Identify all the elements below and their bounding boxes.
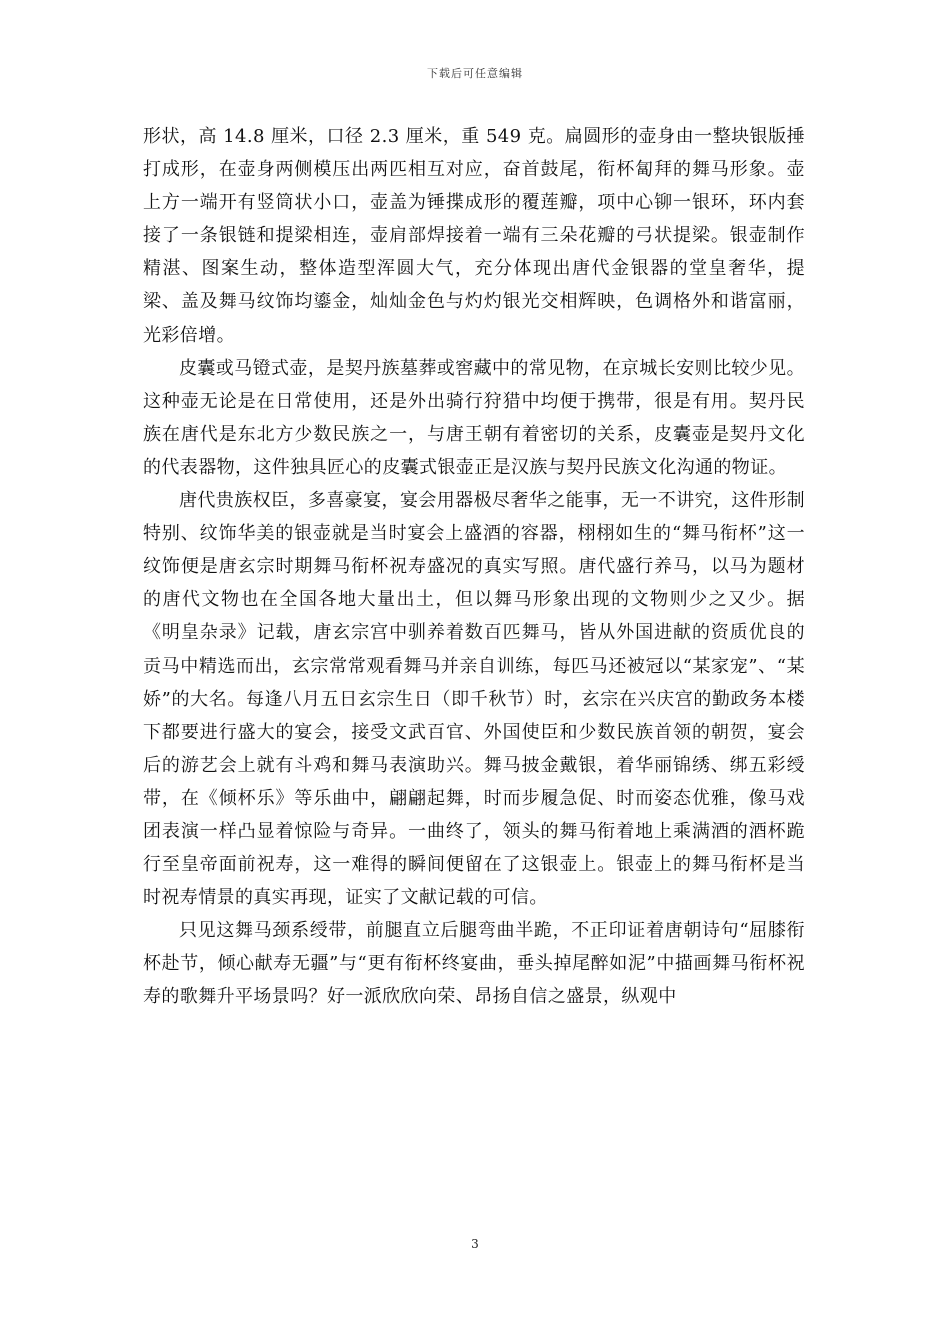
- page-header: 下载后可任意编辑: [427, 67, 523, 80]
- paragraph-tang-banquet: 唐代贵族权臣，多喜豪宴，宴会用器极尽奢华之能事，无一不讲究，这件形制特别、纹饰华美的银壶就是当时宴会上盛酒的容器，栩栩如生的“舞马衔杯”这一纹饰便是唐玄宗时期舞马衔杯祝寿盛况的真实写照。唐代盛行养马，以马为题材的唐代文物也在全国各地大量出土，但以舞马形象出现的文物则少之又少。据《明皇杂录》记载，唐玄宗宫中驯养着数百匹舞马，皆从外国进献的资质优良的贡马中精选而出，玄宗常常观看舞马并亲自训练，每匹马还被冠以“某家宠”、“某娇”的大名。每逢八月五日玄宗生日（即千秋节）时，玄宗在兴庆宫的勤政务本楼下都要进行盛大的宴会，接受文武百官、外国使臣和少数民族首领的朝贺，宴会后的游艺会上就有斗鸡和舞马表演助兴。舞马披金戴银，着华丽锦绣、绑五彩绶带，在《倾杯乐》等乐曲中，翩翩起舞，时而步履急促、时而姿态优雅，像马戏团表演一样凸显着惊险与奇异。一曲终了，领头的舞马衔着地上乘满酒的酒杯跪行至皇帝面前祝寿，这一难得的瞬间便留在了这银壶上。银壶上的舞马衔杯是当时祝寿情景的真实再现，证实了文献记载的可信。: [143, 490, 805, 909]
- document-body: [143, 120, 805, 1014]
- page-number: 3: [471, 1237, 479, 1251]
- paragraph-continuation: 形状，高 14.8 厘米，口径 2.3 厘米，重 549 克。扁圆形的壶身由一整块银版捶打成形，在壶身两侧模压出两匹相互对应，奋首鼓尾，衔杯匐拜的舞马形象。壶上方一端开有竖筒状小口，壶盖为锤揲成形的覆莲瓣，项中心铆一银环，环内套接了一条银链和提梁相连，壶肩部焊接着一端有三朵花瓣的弓状提梁。银壶制作精湛、图案生动，整体造型浑圆大气，充分体现出唐代金银器的堂皇奢华，提梁、盖及舞马纹饰均鎏金，灿灿金色与灼灼银光交相辉映，色调格外和谐富丽，光彩倍增。: [143, 126, 805, 346]
- paragraph-pinang-hu: 皮囊或马镫式壶，是契丹族墓葬或窖藏中的常见物，在京城长安则比较少见。这种壶无论是在日常使用，还是外出骑行狩猎中均便于携带，很是有用。契丹民族在唐代是东北方少数民族之一，与唐王朝有着密切的关系，皮囊壶是契丹文化的代表器物，这件独具匠心的皮囊式银壶正是汉族与契丹民族文化沟通的物证。: [143, 357, 805, 478]
- paragraph-dancing-horse: 只见这舞马颈系绶带，前腿直立后腿弯曲半跪，不正印证着唐朝诗句“屈膝衔杯赴节，倾心献寿无疆”与“更有衔杯终宴曲，垂头掉尾醉如泥”中描画舞马衔杯祝寿的歌舞升平场景吗？好一派欣欣向荣、昂扬自信之盛景，纵观中: [143, 920, 805, 1008]
